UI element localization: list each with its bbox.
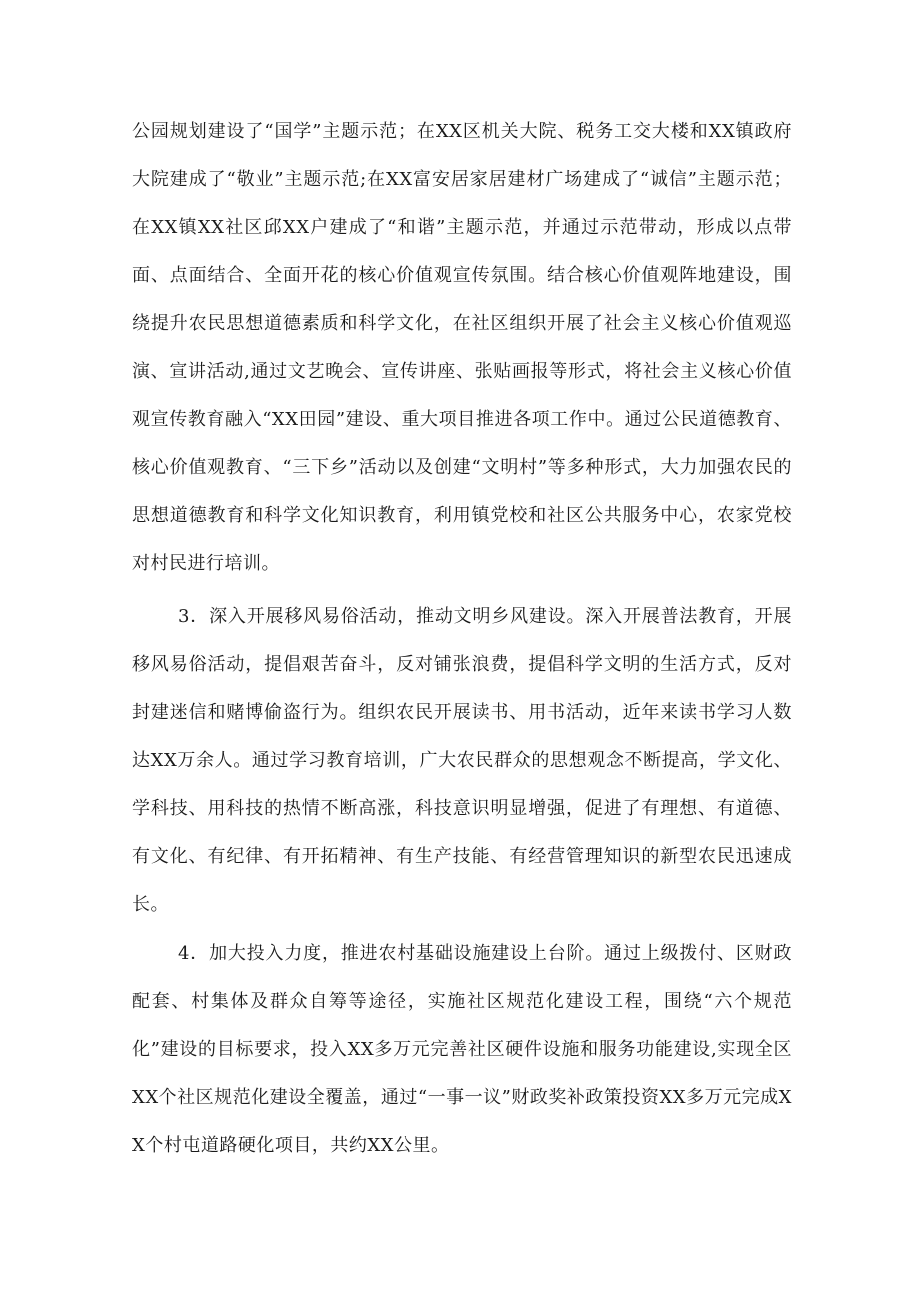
paragraph-section-4: 4．加大投入力度，推进农村基础设施建设上台阶。通过上级拨付、区财政配套、村集体及群众自筹等途径，实施社区规范化建设工程，围绕“六个规范化”建设的目标要求，投入XX多万元完善社区硬件设施和服务功能建设,实现全区XX个社区规范化建设全覆盖，通过“一事一议”财政奖补政策投资XX多万元完成XX个村屯道路硬化项目，共约XX公里。 — [132, 943, 792, 1156]
paragraph-section-3: 3．深入开展移风易俗活动，推动文明乡风建设。深入开展普法教育，开展移风易俗活动，提倡艰苦奋斗，反对铺张浪费，提倡科学文明的生活方式，反对封建迷信和赌博偷盗行为。组织农民开展读书、用书活动，近年来读书学习人数达XX万余人。通过学习教育培训，广大农民群众的思想观念不断提高，学文化、学科技、用科技的热情不断高涨，科技意识明显增强，促进了有理想、有道德、有文化、有纪律、有开拓精神、有生产技能、有经营管理知识的新型农民迅速成长。 — [132, 606, 792, 915]
paragraph-continued: 公园规划建设了“国学”主题示范；在XX区机关大院、税务工交大楼和XX镇政府大院建成了“敬业”主题示范;在XX富安居家居建材广场建成了“诚信”主题示范；在XX镇XX社区邱XX户建成了“和谐”主题示范，并通过示范带动，形成以点带面、点面结合、全面开花的核心价值观宣传氛围。结合核心价值观阵地建设，围绕提升农民思想道德素质和科学文化，在社区组织开展了社会主义核心价值观巡演、宣讲活动,通过文艺晚会、宣传讲座、张贴画报等形式，将社会主义核心价值观宣传教育融入“XX田园”建设、重大项目推进各项工作中。通过公民道德教育、核心价值观教育、“三下乡”活动以及创建“文明村”等多种形式，大力加强农民的思想道德教育和科学文化知识教育，利用镇党校和社区公共服务中心，农家党校对村民进行培训。 — [132, 121, 792, 574]
